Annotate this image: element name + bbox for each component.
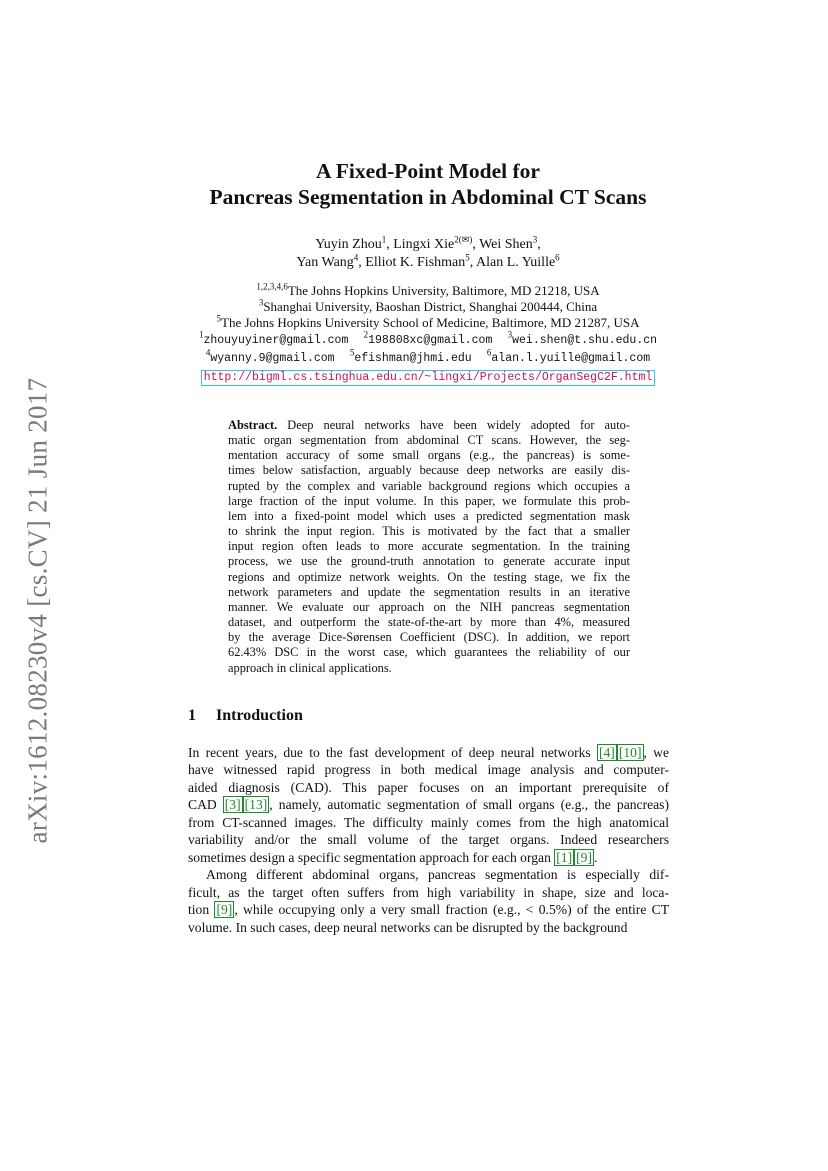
email-link[interactable]: zhouyuyiner@gmail.com [203,334,349,347]
abstract-line: matic organ segmentation from abdominal CT scans. However, the seg- [228,433,630,448]
abstract-line: network parameters and update the segmentation results in an iterative [228,584,630,599]
body-line: sometimes design a specific segmentation approach for each organ [1] [9] . [188,849,598,865]
email-sup: 3 [507,329,513,340]
introduction-body [188,744,669,936]
section-heading [188,707,303,725]
affiliation-sup: 5 [216,313,221,324]
body-line: aided diagnosis (CAD). This paper focuses on an important prerequisite of [188,779,669,795]
abstract-line: input region often leads to more accurate segmentation. In the training [228,539,630,554]
citation-link[interactable]: [10] [618,745,642,760]
body-line: from CT-scanned images. The difficulty mainly comes from the high anatomical [188,814,669,830]
email-link[interactable]: alan.l.yuille@gmail.com [491,352,651,365]
abstract-line: by the average Dice-Sørensen Coefficient (DSC). In addition, we report [228,630,630,645]
affiliation-text: Shanghai University, Baoshan District, Shanghai 200444, China [263,299,598,314]
citation-link[interactable]: [4] [598,745,615,760]
abstract-label: Abstract. [228,418,278,432]
email-link[interactable]: 198808xc@gmail.com [368,334,493,347]
author-name: Lingxi Xie [393,237,455,252]
author-sup: 1 [381,234,387,245]
author-line-2: Yan Wang$^4$, Elliot K. Fishman$^5$, Alan L. Yuille$^6$ [296,252,560,270]
abstract-line: dataset, and outperform the state-of-the-art by more than 4%, measured [228,615,630,630]
affiliation-2 [150,299,706,315]
affiliation-1 [150,283,706,299]
author-name: Wei Shen [479,237,533,252]
author-sup: 2(✉) [454,234,473,245]
title-line-2: Pancreas Segmentation in Abdominal CT Scans [209,185,647,209]
email-sup: 4 [205,347,211,358]
email-sup: 6 [486,347,492,358]
arxiv-identifier [18,370,58,850]
body-line: Among different abdominal organs, pancreas segmentation is especially dif- [206,867,669,883]
citation-link[interactable]: [9] [576,849,592,865]
body-line: ficult, as the target often suffers from high variability in shape, size and loca- [188,884,669,900]
abstract-line: times below satisfaction, arguably because deep networks are easily dis- [228,463,630,478]
paper-title [150,158,706,210]
abstract-line: process, we use the ground-truth annotation to generate accurate input [228,554,630,569]
citation-link[interactable]: [13] [244,797,268,813]
email-row-1 [150,331,706,349]
body-line: CAD [3] [13] , namely, automatic segmentation of small organs (e.g., the pancreas) [188,797,669,813]
project-url-link[interactable]: http://bigml.cs.tsinghua.edu.cn/~lingxi/Projects/OrganSegC2F.html [201,370,656,386]
author-name: Yuyin Zhou [315,237,382,252]
email-sup: 5 [349,347,355,358]
author-sup: 3 [532,234,538,245]
abstract-line: manner. We evaluate our approach on the NIH pancreas segmentation [228,599,630,614]
section-title: Introduction [216,707,303,724]
email-row-2 [150,349,706,367]
body-line: volume. In such cases, deep neural networks can be disrupted by the background [188,919,628,935]
email-sup: 2 [363,329,369,340]
abstract-line: approach in clinical applications. [228,660,392,675]
body-line: have witnessed rapid progress in both medical image analysis and computer- [188,762,669,778]
author-sup: 6 [555,252,560,263]
body-line: tion [9] , while occupying only a very small fraction (e.g., < 0.5%) of the entire CT [188,902,670,918]
email-sup: 1 [198,329,204,340]
abstract-line: Abstract. Deep neural networks have been widely adopted for auto- [228,418,630,432]
email-link[interactable]: wei.shen@t.shu.edu.cn [512,334,658,347]
citation-link[interactable]: [3] [224,797,241,813]
citation-link[interactable]: [1] [556,849,573,865]
body-line: In recent years, due to the fast development of deep neural networks [4] [10] , we [188,745,669,760]
affiliation-3 [150,315,706,331]
affiliation-text: The Johns Hopkins University, Baltimore, MD 21218, USA [287,283,600,298]
section-number: 1 [188,707,196,724]
email-link[interactable]: wyanny.9@gmail.com [210,352,335,365]
project-url-row [150,368,706,386]
affiliation-text: The Johns Hopkins University School of Medicine, Baltimore, MD 21287, USA [221,315,640,330]
abstract-line: mentation accuracy of some small organs (e.g., the pancreas) is some- [228,448,630,463]
abstract-line: to shrink the input region. This is motivated by the fact that a smaller [228,524,630,539]
author-name: Alan L. Yuille [475,255,556,270]
title-line-1: A Fixed-Point Model for [316,159,540,183]
email-link[interactable]: efishman@jhmi.edu [354,352,472,365]
body-line: variability and/or the small volume of the target organs. Indeed researchers [188,832,669,848]
arxiv-id-text: arXiv:1612.08230v4 [cs.CV] 21 Jun 2017 [22,377,53,843]
affiliation-sup: 3 [258,297,264,308]
abstract-line: rupted by the complex and variable background regions which occupies a [228,478,630,493]
author-list [150,236,706,272]
author-name: Yan Wang [296,255,354,270]
author-sup: 4 [353,252,359,263]
abstract [228,418,630,676]
author-line-1: Yuyin Zhou$^1$, Lingxi Xie$^{2(✉)}$, Wei Shen$^3$, [315,234,541,252]
abstract-line: regions and optimize network weights. On the testing stage, we fix the [228,569,630,584]
abstract-line: large fraction of the input volume. In this paper, we formulate this prob- [228,493,630,508]
affiliation-sup: 1,2,3,4,6 [256,281,288,292]
author-name: Elliot K. Fishman [365,255,466,270]
citation-link[interactable]: [9] [216,902,233,918]
affiliations [150,283,706,386]
abstract-line: 62.43% DSC in the worst case, which guarantees the reliability of our [228,645,630,660]
abstract-line: lem into a fixed-point model which uses a predicted segmentation mask [228,508,630,523]
author-sup: 5 [465,252,470,263]
